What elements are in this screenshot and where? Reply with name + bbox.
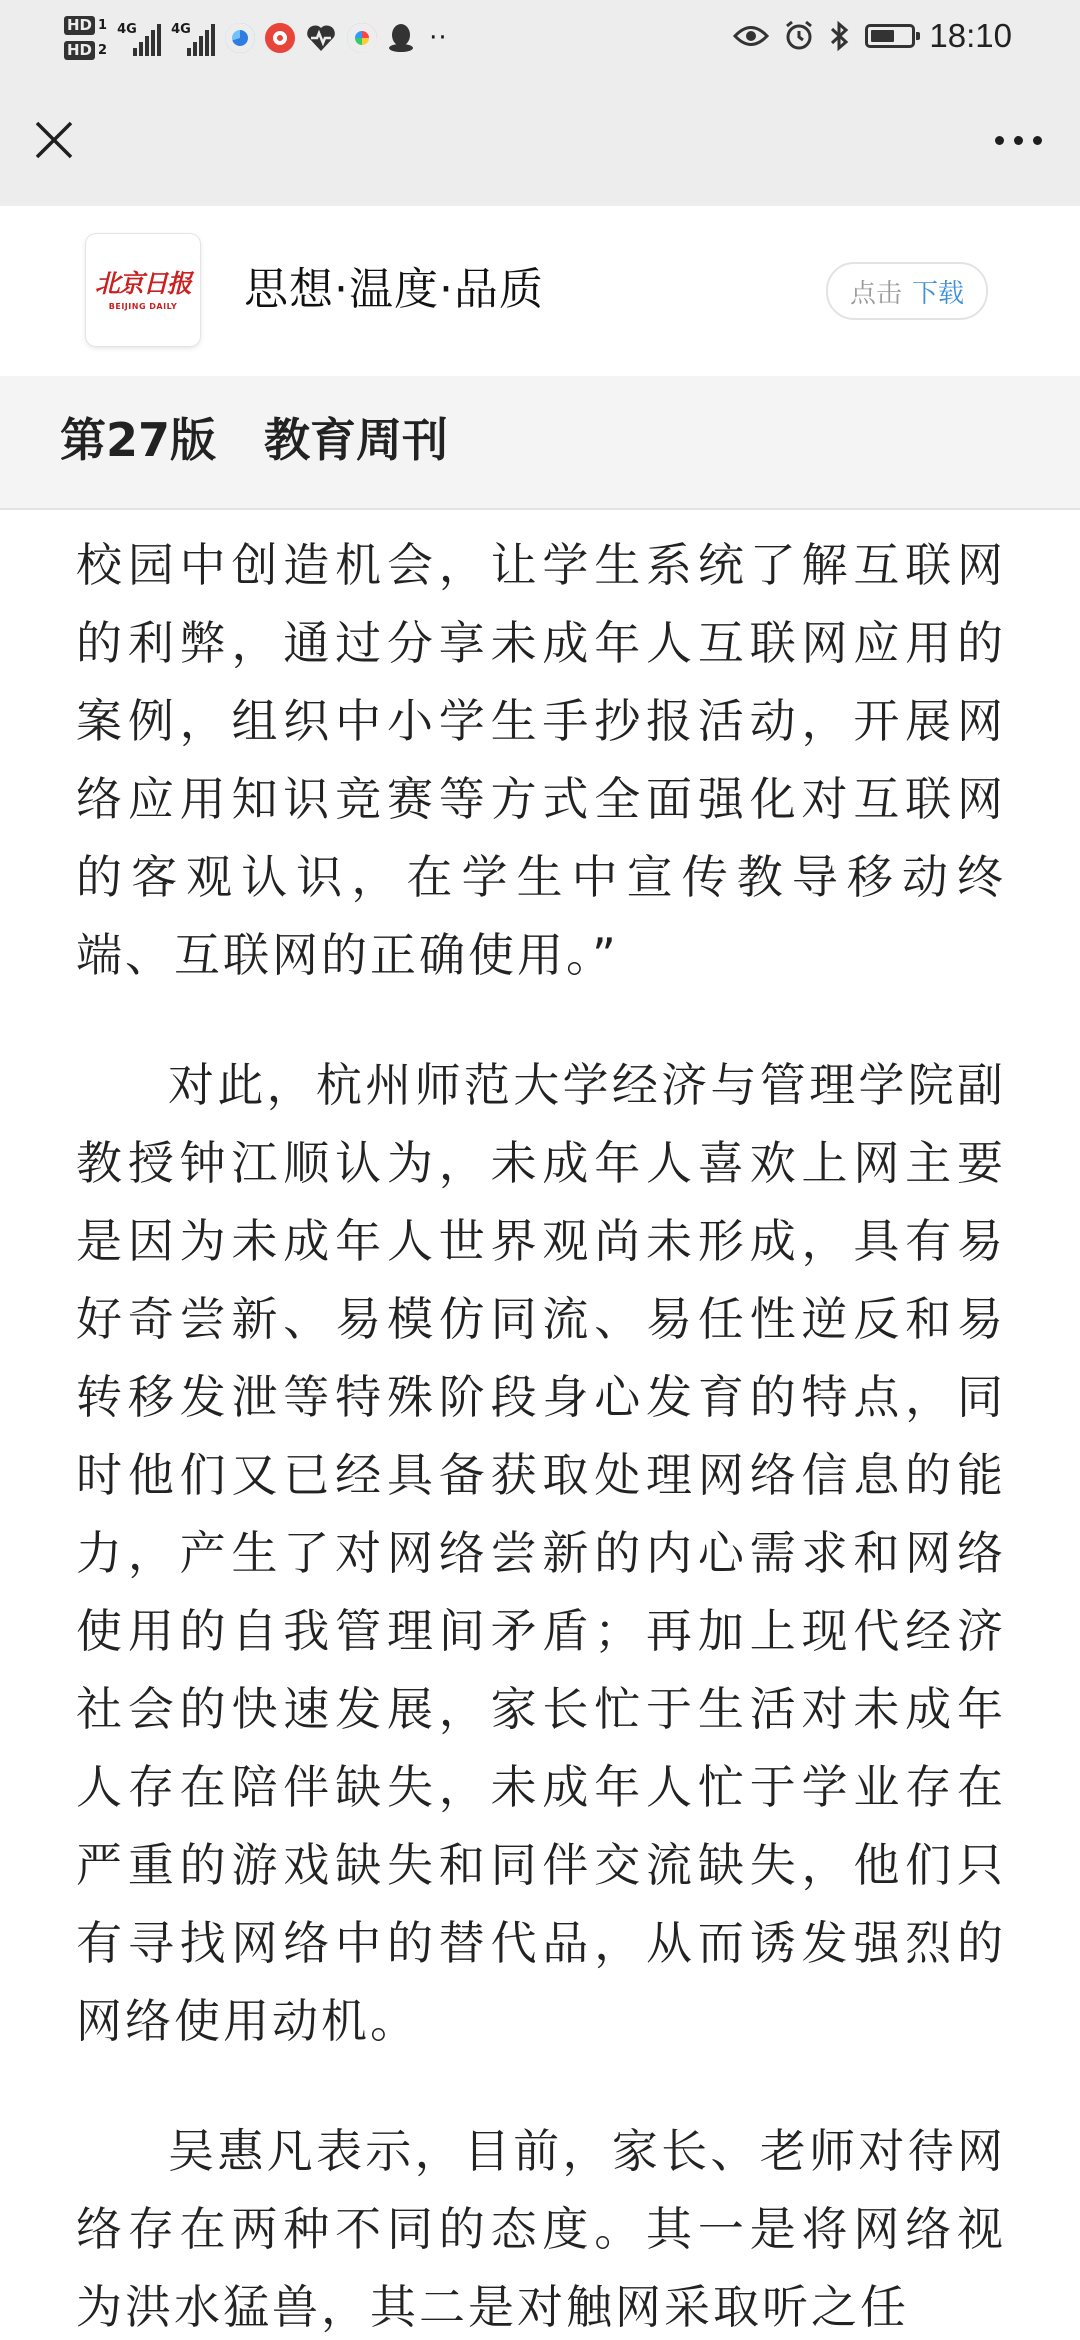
- app-promo-banner: [0, 206, 1080, 376]
- section-header: [0, 376, 1080, 510]
- battery-level: [871, 30, 894, 42]
- more-icon-dot: [1014, 136, 1023, 145]
- gallery-app-icon: [347, 23, 377, 53]
- hd-indicator-1: [64, 16, 107, 35]
- qq-app-icon: [387, 22, 415, 54]
- column-name: 教育周刊: [264, 413, 449, 467]
- hd-number: 2: [98, 43, 108, 58]
- article-paragraph: 校园中创造机会，让学生系统了解互联网的利弊，通过分享未成年人互联网应用的案例，组织中小学生手抄报活动，开展网络应用知识竞赛等方式全面强化对互联网的客观认识，在学生中宣传教导移动终端、互联网的正确使用。”: [76, 538, 1006, 982]
- signal-sim2-icon: [171, 20, 215, 56]
- article-body: [76, 526, 1006, 2340]
- battery-icon: [865, 24, 915, 48]
- more-button[interactable]: [976, 108, 1060, 172]
- beijing-daily-logo[interactable]: [86, 234, 200, 346]
- article-paragraph: 对此，杭州师范大学经济与管理学院副教授钟江顺认为，未成年人喜欢上网主要是因为未成年人世界观尚未形成，具有易好奇尝新、易模仿同流、易任性逆反和易转移发泄等特殊阶段身心发育的特点，同时他们又已经具备获取处理网络信息的能力，产生了对网络尝新的内心需求和网络使用的自我管理间矛盾；再加上现代经济社会的快速发展，家长忙于生活对未成年人存在陪伴缺失，未成年人忙于学业存在严重的游戏缺失和同伴交流缺失，他们只有寻找网络中的替代品，从而诱发强烈的网络使用动机。: [76, 1058, 1006, 2048]
- network-type: 4G: [171, 22, 191, 37]
- health-app-icon: [305, 23, 337, 53]
- more-notifications-icon: ··: [429, 23, 448, 53]
- signal-sim1-icon: [117, 20, 161, 56]
- hd-badge: HD: [64, 41, 95, 60]
- close-icon: [34, 120, 74, 160]
- clock: 18:10: [929, 17, 1012, 54]
- status-left: [64, 10, 448, 66]
- status-right: [733, 14, 1012, 58]
- logo-chinese: 北京日报: [94, 269, 191, 298]
- search-app-icon: [265, 23, 295, 53]
- eye-icon: [733, 23, 769, 49]
- network-type: 4G: [117, 22, 137, 37]
- download-label: 下载: [911, 278, 964, 309]
- more-icon-dot: [1033, 136, 1042, 145]
- nav-bar: [0, 72, 1080, 206]
- hd-indicator-2: [64, 41, 107, 60]
- download-prefix: 点击: [849, 278, 902, 309]
- section-title: [60, 410, 448, 470]
- slogan: 思想·温度·品质: [244, 264, 544, 315]
- article-paragraph: 吴惠凡表示，目前，家长、老师对待网络存在两种不同的态度。其一是将网络视为洪水猛兽，其二是对触网采取听之任: [76, 2124, 1006, 2334]
- hd-badge: HD: [64, 16, 95, 35]
- bluetooth-icon: [829, 20, 851, 52]
- more-icon-dot: [995, 136, 1004, 145]
- browser-app-icon: [225, 23, 255, 53]
- download-button[interactable]: [826, 262, 988, 320]
- alarm-icon: [783, 20, 815, 52]
- hd-indicators: [64, 16, 107, 60]
- logo-english: BEIJING DAILY: [108, 302, 178, 311]
- status-bar: [0, 0, 1080, 72]
- close-button[interactable]: [22, 108, 86, 172]
- page-number: 第27版: [60, 413, 217, 467]
- hd-number: 1: [98, 18, 108, 33]
